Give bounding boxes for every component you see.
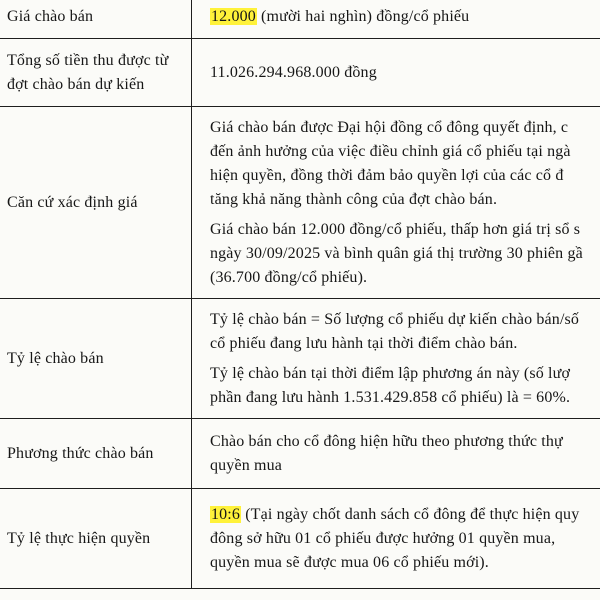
text-line: cổ phiếu đang lưu hành tại thời điểm chào bán. (210, 334, 518, 352)
table-row (0, 299, 600, 419)
highlighted-price: 12.000 (211, 7, 256, 25)
text-line: đông sở hữu 01 cổ phiếu được hưởng 01 quyền mua, (210, 529, 556, 547)
table-row (0, 0, 600, 39)
text-line: (36.700 đồng/cổ phiếu). (210, 268, 368, 286)
text-line: hiện quyền, đồng thời đảm bảo quyền lợi của các cổ đ (210, 166, 564, 184)
paragraph (210, 430, 600, 478)
paragraph (210, 116, 600, 212)
table-row (0, 107, 600, 299)
table-row (0, 39, 600, 107)
text-line: Giá chào bán 12.000 đồng/cổ phiếu, thấp hơn giá trị sổ s (210, 220, 581, 238)
value-offering-method (192, 419, 600, 489)
value-pricing-basis (192, 107, 600, 299)
text-line: ngày 30/09/2025 và bình quân giá thị trường 30 phiên gầ (210, 244, 583, 262)
text-line: tăng khả năng thành công của đợt chào bán. (210, 190, 498, 208)
paragraph (210, 503, 600, 575)
paragraph (210, 308, 600, 356)
table-row (0, 419, 600, 489)
label-total-proceeds: Tổng số tiền thu được từ đợt chào bán dự kiến (0, 39, 192, 107)
value-offering-ratio (192, 299, 600, 419)
text-line: Tỷ lệ chào bán = Số lượng cổ phiếu dự kiến chào bán/số (210, 310, 580, 328)
value-offer-price (192, 0, 600, 39)
text-line: Tỷ lệ chào bán tại thời điểm lập phương án này (số lượ (210, 364, 571, 382)
text-line: Chào bán cho cổ đông hiện hữu theo phương thức thự (210, 432, 563, 450)
text-line: phần đang lưu hành 1.531.429.858 cổ phiếu) là = 60%. (210, 388, 571, 406)
text-line: (Tại ngày chốt danh sách cổ đông để thực hiện quy (241, 505, 580, 523)
text-line: đến ảnh hưởng của việc điều chỉnh giá cổ phiếu tại ngà (210, 142, 571, 160)
text-line: quyền mua sẽ được mua 06 cổ phiếu mới). (210, 553, 489, 571)
label-pricing-basis: Căn cứ xác định giá (0, 107, 192, 299)
text-line: Giá chào bán được Đại hội đồng cổ đông quyết định, c (210, 118, 569, 136)
label-offering-ratio: Tỷ lệ chào bán (0, 299, 192, 419)
text-line: quyền mua (210, 456, 282, 474)
highlighted-ratio: 10:6 (211, 505, 241, 523)
label-offer-price: Giá chào bán (0, 0, 192, 39)
price-text: (mười hai nghìn) đồng/cổ phiếu (256, 7, 470, 25)
label-offering-method: Phương thức chào bán (0, 419, 192, 489)
value-total-proceeds: 11.026.294.968.000 đồng (192, 39, 600, 107)
value-exercise-ratio (192, 489, 600, 589)
paragraph (210, 362, 600, 410)
paragraph (210, 218, 600, 290)
label-exercise-ratio: Tỷ lệ thực hiện quyền (0, 489, 192, 589)
table-row (0, 489, 600, 589)
